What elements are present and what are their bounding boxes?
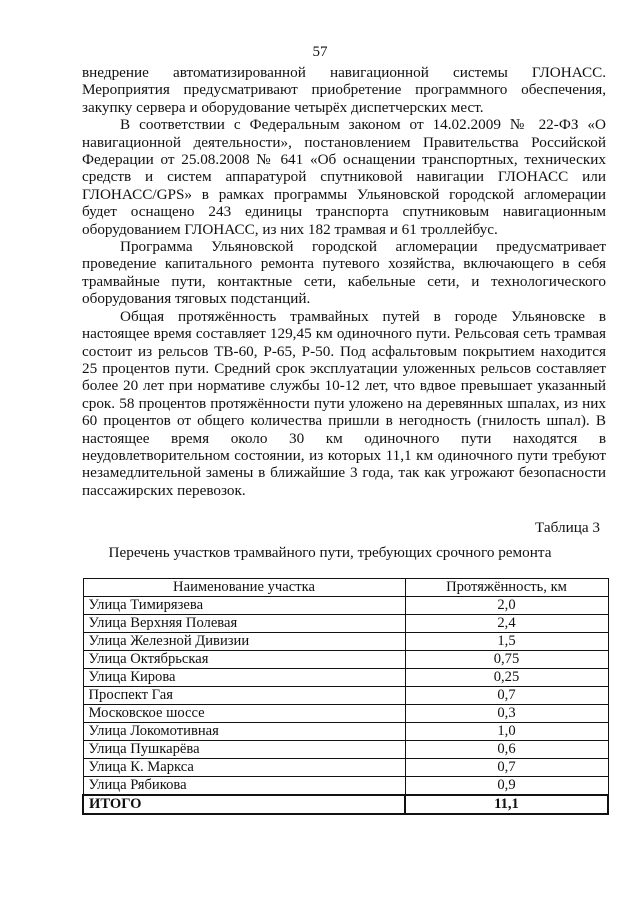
table-total-row: [83, 795, 608, 814]
section-length: 2,4: [405, 615, 608, 633]
section-length: 0,9: [405, 777, 608, 796]
column-header-section: Наименование участка: [83, 579, 405, 597]
column-header-length: Протяжённость, км: [405, 579, 608, 597]
paragraph: внедрение автоматизированной навигационной системы ГЛОНАСС. Мероприятия предусматривают приобретение программного обеспечения, закупку сервера и оборудование четырёх диспетчерских мест.: [82, 64, 606, 116]
section-name: Улица Тимирязева: [83, 597, 405, 615]
section-name: Улица К. Маркса: [83, 759, 405, 777]
section-name: Улица Железной Дивизии: [83, 633, 405, 651]
section-name: Улица Октябрьская: [83, 651, 405, 669]
table-header-row: [83, 579, 608, 597]
section-length: 0,7: [405, 687, 608, 705]
table-row: [83, 705, 608, 723]
table-row: [83, 687, 608, 705]
section-length: 0,3: [405, 705, 608, 723]
section-name: Улица Локомотивная: [83, 723, 405, 741]
paragraph: Общая протяжённость трамвайных путей в городе Ульяновске в настоящее время составляет 129,45 км одиночного пути. Рельсовая сеть трамвая состоит из рельсов ТВ-60, Р-65, Р-50. Под асфальтовым покрытием находится 25 процентов пути. Средний срок эксплуатации уложенных рельсов составляет более 20 лет при нормативе службы 10-12 лет, что вдвое превышает указанный срок. 58 процентов протяжённости пути уложено на деревянных шпалах, из них 60 процентов от общего количества пришли в негодность (гнилость шпал). В настоящее время около 30 км одиночного пути находятся в неудовлетворительном состоянии, из которых 11,1 км одиночного пути требуют незамедлительной замены в ближайшие 3 года, так как угрожают безопасности пассажирских перевозок.: [82, 307, 606, 499]
section-length: 2,0: [405, 597, 608, 615]
table-row: [83, 759, 608, 777]
table-row: [83, 723, 608, 741]
paragraph: Программа Ульяновской городской агломерации предусматривает проведение капитального ремонта путевого хозяйства, включающего в себя трамвайные пути, контактные сети, кабельные сети, и технологического оборудования тяговых подстанций.: [82, 238, 606, 308]
section-name: Улица Пушкарёва: [83, 741, 405, 759]
table-row: [83, 669, 608, 687]
table-row: [83, 597, 608, 615]
page-number: 57: [312, 44, 328, 60]
section-length: 0,6: [405, 741, 608, 759]
section-name: Улица Кирова: [83, 669, 405, 687]
table-label: Таблица 3: [535, 519, 600, 536]
table-row: [83, 777, 608, 796]
section-length: 1,5: [405, 633, 608, 651]
section-length: 0,25: [405, 669, 608, 687]
repair-sections-table: [82, 578, 609, 815]
section-length: 1,0: [405, 723, 608, 741]
section-length: 0,7: [405, 759, 608, 777]
section-name: Улица Рябикова: [83, 777, 405, 796]
section-length: 0,75: [405, 651, 608, 669]
total-length: 11,1: [405, 795, 608, 814]
total-label: ИТОГО: [83, 795, 405, 814]
paragraph: В соответствии с Федеральным законом от 14.02.2009 № 22-ФЗ «О навигационной деятельности», постановлением Правительства Российской Федерации от 25.08.2008 № 641 «Об оснащении транспортных, технических средств и систем аппаратурой спутниковой навигации ГЛОНАСС или ГЛОНАСС/GPS» в рамках программы Ульяновской городской агломерации будет оснащено 243 единицы транспорта спутниковым навигационным оборудованием ГЛОНАСС, из них 182 трамвая и 61 троллейбус.: [82, 116, 606, 238]
section-name: Проспект Гая: [83, 687, 405, 705]
table-row: [83, 741, 608, 759]
table-caption: Перечень участков трамвайного пути, требующих срочного ремонта: [108, 544, 552, 561]
body-text: [82, 64, 606, 499]
section-name: Улица Верхняя Полевая: [83, 615, 405, 633]
table-row: [83, 633, 608, 651]
section-name: Московское шоссе: [83, 705, 405, 723]
table-row: [83, 615, 608, 633]
table-row: [83, 651, 608, 669]
